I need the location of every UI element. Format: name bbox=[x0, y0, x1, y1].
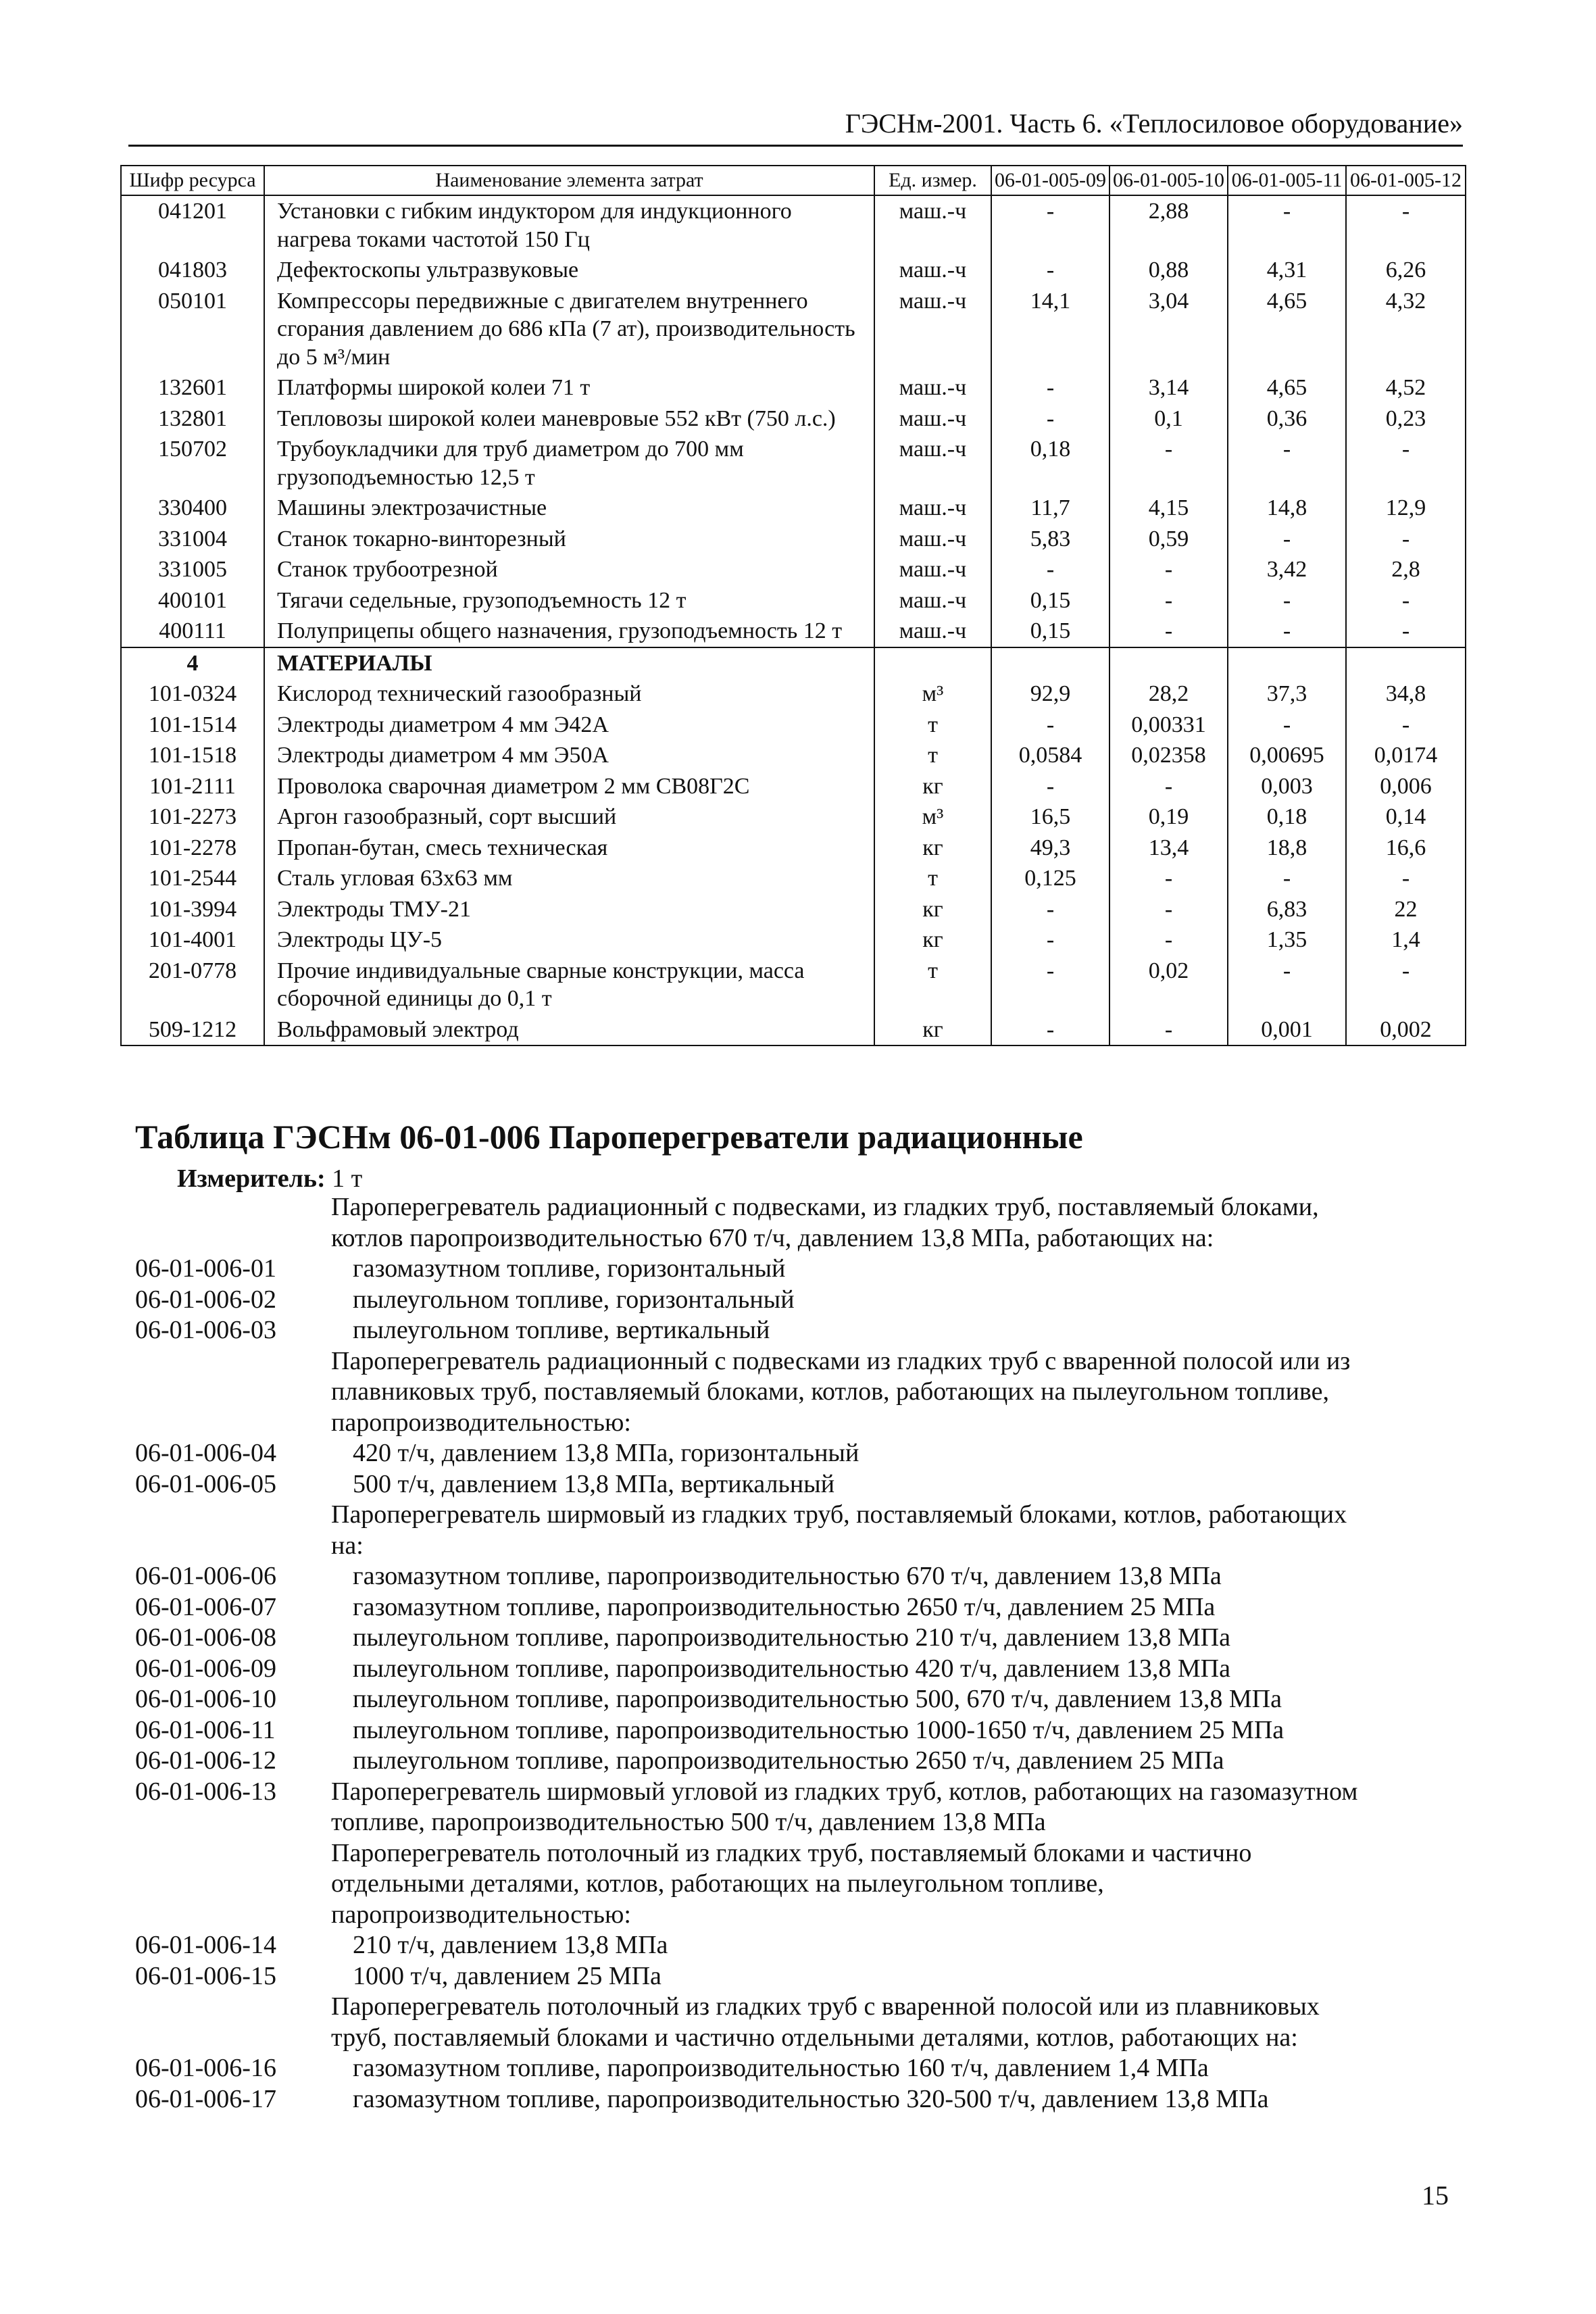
cell-value-2: 0,88 bbox=[1109, 255, 1228, 286]
cell-unit: кг bbox=[874, 771, 991, 802]
list-item-text: газомазутном топливе, паропроизводительностью 320-500 т/ч, давлением 13,8 МПа bbox=[353, 2084, 1269, 2113]
list-item bbox=[135, 1192, 1460, 1223]
cell-value-2: - bbox=[1109, 925, 1228, 956]
list-item bbox=[135, 1807, 1460, 1838]
cell-unit: кг bbox=[874, 925, 991, 956]
table-header-row bbox=[121, 166, 1466, 195]
cell-value-1: 49,3 bbox=[991, 833, 1109, 864]
list-item-code: 06-01-006-12 bbox=[135, 1746, 276, 1775]
cell-unit: маш.-ч bbox=[874, 554, 991, 585]
cell-value-1: - bbox=[991, 1014, 1109, 1046]
cell-code: 101-2111 bbox=[121, 771, 264, 802]
list-item-text: пылеугольном топливе, паропроизводительностью 1000-1650 т/ч, давлением 25 МПа bbox=[353, 1715, 1285, 1744]
table-row bbox=[121, 925, 1466, 956]
cell-value-4: - bbox=[1346, 524, 1466, 555]
list-item bbox=[135, 1408, 1460, 1439]
list-item-text: топливе, паропроизводительностью 500 т/ч, давлением 13,8 МПа bbox=[331, 1808, 1046, 1836]
cell-value-3: 6,83 bbox=[1228, 894, 1346, 925]
cell-value-1: - bbox=[991, 925, 1109, 956]
list-item-code: 06-01-006-03 bbox=[135, 1316, 276, 1344]
table-row bbox=[121, 956, 1466, 1014]
cell-name: Тягачи седельные, грузоподъемность 12 т bbox=[264, 585, 874, 616]
list-item-code: 06-01-006-14 bbox=[135, 1931, 276, 1959]
cell-code: 101-3994 bbox=[121, 894, 264, 925]
cell-value-2: 2,88 bbox=[1109, 195, 1228, 255]
meter-label: Измеритель: bbox=[177, 1164, 326, 1193]
col-header-c2: 06-01-005-10 bbox=[1109, 166, 1228, 195]
cell-unit: маш.-ч bbox=[874, 372, 991, 403]
cell-value-1: - bbox=[991, 710, 1109, 741]
cell-value-1: - bbox=[991, 554, 1109, 585]
list-item-code: 06-01-006-10 bbox=[135, 1685, 276, 1713]
cell-value-2: 3,04 bbox=[1109, 286, 1228, 373]
cell-value-2: 0,00331 bbox=[1109, 710, 1228, 741]
list-item-text: пылеугольном топливе, горизонтальный bbox=[353, 1285, 795, 1314]
list-item-code bbox=[135, 1900, 331, 1931]
cell-value-2: - bbox=[1109, 554, 1228, 585]
list-item-text: газомазутном топливе, паропроизводительностью 160 т/ч, давлением 1,4 МПа bbox=[353, 2054, 1209, 2082]
cell-value-2: - bbox=[1109, 863, 1228, 894]
list-item bbox=[135, 1715, 1460, 1746]
meter-line bbox=[177, 1162, 362, 1195]
list-item-code: 06-01-006-16 bbox=[135, 2054, 276, 2082]
cell-value-2: 28,2 bbox=[1109, 679, 1228, 710]
list-item bbox=[135, 2023, 1460, 2054]
cell-value-2: - bbox=[1109, 434, 1228, 493]
list-item-code: 06-01-006-13 bbox=[135, 1777, 276, 1806]
list-item-code: 06-01-006-02 bbox=[135, 1285, 276, 1314]
cell-value-3 bbox=[1228, 647, 1346, 679]
cell-name: Полуприцепы общего назначения, грузоподъемность 12 т bbox=[264, 616, 874, 647]
cell-name: Станок трубоотрезной bbox=[264, 554, 874, 585]
cell-name: Сталь угловая 63х63 мм bbox=[264, 863, 874, 894]
cell-code: 041803 bbox=[121, 255, 264, 286]
cell-code: 050101 bbox=[121, 286, 264, 373]
cell-value-2: - bbox=[1109, 894, 1228, 925]
cell-name: Компрессоры передвижные с двигателем внутреннего сгорания давлением до 686 кПа (7 ат), производительность до 5 м³/мин bbox=[264, 286, 874, 373]
list-item bbox=[135, 1223, 1460, 1254]
cell-unit: кг bbox=[874, 833, 991, 864]
list-item-text: Пароперегреватель радиационный с подвесками из гладких труб с вваренной полосой или из bbox=[331, 1346, 1351, 1375]
cell-value-3: - bbox=[1228, 710, 1346, 741]
cell-unit: маш.-ч bbox=[874, 195, 991, 255]
cell-name: Электроды диаметром 4 мм Э50А bbox=[264, 740, 874, 771]
cell-value-1: 92,9 bbox=[991, 679, 1109, 710]
table-row bbox=[121, 710, 1466, 741]
list-item-code bbox=[135, 1869, 331, 1900]
cell-code: 101-2273 bbox=[121, 802, 264, 833]
cell-code: 041201 bbox=[121, 195, 264, 255]
cell-value-4: 6,26 bbox=[1346, 255, 1466, 286]
list-item-text: труб, поставляемый блоками и частично отдельными деталями, котлов, работающих на: bbox=[331, 2023, 1298, 2052]
cell-code: 330400 bbox=[121, 493, 264, 524]
cell-value-4: 4,32 bbox=[1346, 286, 1466, 373]
table-section-row bbox=[121, 647, 1466, 679]
list-item-text: котлов паропроизводительностью 670 т/ч, давлением 13,8 МПа, работающих на: bbox=[331, 1223, 1214, 1252]
list-item-code bbox=[135, 1408, 331, 1439]
cell-name: Платформы широкой колеи 71 т bbox=[264, 372, 874, 403]
cell-unit: т bbox=[874, 863, 991, 894]
cell-value-3: 18,8 bbox=[1228, 833, 1346, 864]
cell-value-1: 0,18 bbox=[991, 434, 1109, 493]
cell-unit: маш.-ч bbox=[874, 524, 991, 555]
cell-value-1: - bbox=[991, 956, 1109, 1014]
col-header-unit: Ед. измер. bbox=[874, 166, 991, 195]
table-row bbox=[121, 554, 1466, 585]
cell-value-4: 34,8 bbox=[1346, 679, 1466, 710]
cell-value-1: - bbox=[991, 195, 1109, 255]
cell-name: Прочие индивидуальные сварные конструкции, масса сборочной единицы до 0,1 т bbox=[264, 956, 874, 1014]
table-row bbox=[121, 894, 1466, 925]
col-header-c4: 06-01-005-12 bbox=[1346, 166, 1466, 195]
list-item-text: 210 т/ч, давлением 13,8 МПа bbox=[353, 1931, 668, 1959]
cell-code: 101-1514 bbox=[121, 710, 264, 741]
cell-value-4: - bbox=[1346, 195, 1466, 255]
cell-value-3: 0,003 bbox=[1228, 771, 1346, 802]
table-row bbox=[121, 255, 1466, 286]
list-item-code bbox=[135, 2023, 331, 2054]
cell-value-1: 0,0584 bbox=[991, 740, 1109, 771]
list-item bbox=[135, 1346, 1460, 1377]
cell-value-2: - bbox=[1109, 771, 1228, 802]
cell-code: 201-0778 bbox=[121, 956, 264, 1014]
list-item bbox=[135, 1254, 1460, 1285]
list-item-text: паропроизводительностью: bbox=[331, 1900, 631, 1929]
cell-unit: кг bbox=[874, 1014, 991, 1046]
cell-value-3: 14,8 bbox=[1228, 493, 1346, 524]
cell-value-3: 1,35 bbox=[1228, 925, 1346, 956]
cell-code: 101-1518 bbox=[121, 740, 264, 771]
cell-name: Кислород технический газообразный bbox=[264, 679, 874, 710]
list-item bbox=[135, 2053, 1460, 2084]
col-header-name: Наименование элемента затрат bbox=[264, 166, 874, 195]
cell-code: 331004 bbox=[121, 524, 264, 555]
cell-unit: маш.-ч bbox=[874, 255, 991, 286]
list-item-text: Пароперегреватель потолочный из гладких труб с вваренной полосой или из плавниковых bbox=[331, 1992, 1320, 2021]
list-item-code: 06-01-006-07 bbox=[135, 1592, 276, 1621]
table-row bbox=[121, 493, 1466, 524]
cell-unit: м³ bbox=[874, 802, 991, 833]
cell-value-3: - bbox=[1228, 585, 1346, 616]
cell-code: 101-4001 bbox=[121, 925, 264, 956]
list-item bbox=[135, 1869, 1460, 1900]
cell-value-2 bbox=[1109, 647, 1228, 679]
table-row bbox=[121, 195, 1466, 255]
list-item-code: 06-01-006-11 bbox=[135, 1715, 276, 1744]
list-item-text: 420 т/ч, давлением 13,8 МПа, горизонтальный bbox=[353, 1439, 859, 1467]
list-item-text: плавниковых труб, поставляемый блоками, котлов, работающих на пылеугольном топливе, bbox=[331, 1377, 1330, 1406]
cell-value-3: 37,3 bbox=[1228, 679, 1346, 710]
list-item-code: 06-01-006-17 bbox=[135, 2084, 276, 2113]
cell-name: Вольфрамовый электрод bbox=[264, 1014, 874, 1046]
cell-value-2: 0,59 bbox=[1109, 524, 1228, 555]
list-item-text: Пароперегреватель радиационный с подвесками, из гладких труб, поставляемый блоками, bbox=[331, 1193, 1319, 1221]
cell-value-3: - bbox=[1228, 524, 1346, 555]
list-item-text: на: bbox=[331, 1531, 364, 1560]
list-item-code bbox=[135, 1992, 331, 2023]
list-item bbox=[135, 1900, 1460, 1931]
list-item-text: газомазутном топливе, паропроизводительностью 670 т/ч, давлением 13,8 МПа bbox=[353, 1562, 1222, 1590]
cell-value-2: - bbox=[1109, 1014, 1228, 1046]
cell-name: Трубоукладчики для труб диаметром до 700 мм грузоподъемностью 12,5 т bbox=[264, 434, 874, 493]
cell-name: Установки с гибким индуктором для индукционного нагрева токами частотой 150 Гц bbox=[264, 195, 874, 255]
cell-value-1: 0,125 bbox=[991, 863, 1109, 894]
cell-unit: м³ bbox=[874, 679, 991, 710]
table-row bbox=[121, 585, 1466, 616]
table-row bbox=[121, 863, 1466, 894]
cell-value-2: - bbox=[1109, 616, 1228, 647]
cell-value-3: 4,65 bbox=[1228, 372, 1346, 403]
cell-name: МАТЕРИАЛЫ bbox=[264, 647, 874, 679]
cell-value-1: - bbox=[991, 255, 1109, 286]
cell-value-3: 0,18 bbox=[1228, 802, 1346, 833]
list-item-text: Пароперегреватель потолочный из гладких труб, поставляемый блоками и частично bbox=[331, 1838, 1252, 1867]
cell-value-1: - bbox=[991, 771, 1109, 802]
list-item-text: газомазутном топливе, горизонтальный bbox=[353, 1254, 786, 1283]
list-item bbox=[135, 1469, 1460, 1500]
cell-name: Электроды диаметром 4 мм Э42А bbox=[264, 710, 874, 741]
list-item bbox=[135, 1592, 1460, 1623]
cell-name: Электроды ТМУ-21 bbox=[264, 894, 874, 925]
cell-unit: т bbox=[874, 710, 991, 741]
table-row bbox=[121, 802, 1466, 833]
list-item-text: газомазутном топливе, паропроизводительностью 2650 т/ч, давлением 25 МПа bbox=[353, 1592, 1216, 1621]
cell-unit: маш.-ч bbox=[874, 616, 991, 647]
cell-value-1: 0,15 bbox=[991, 585, 1109, 616]
list-item-code: 06-01-006-01 bbox=[135, 1254, 276, 1283]
cell-value-4: 4,52 bbox=[1346, 372, 1466, 403]
cell-value-2: 3,14 bbox=[1109, 372, 1228, 403]
list-item-text: пылеугольном топливе, вертикальный bbox=[353, 1316, 770, 1344]
list-item-code: 06-01-006-09 bbox=[135, 1654, 276, 1683]
cell-value-4: 0,0174 bbox=[1346, 740, 1466, 771]
cell-unit: т bbox=[874, 956, 991, 1014]
cell-value-4: - bbox=[1346, 616, 1466, 647]
list-item bbox=[135, 1377, 1460, 1408]
cell-unit bbox=[874, 647, 991, 679]
cell-value-1 bbox=[991, 647, 1109, 679]
cell-value-3: 3,42 bbox=[1228, 554, 1346, 585]
cell-value-2: 0,19 bbox=[1109, 802, 1228, 833]
cell-code: 132801 bbox=[121, 403, 264, 435]
cell-value-4: 12,9 bbox=[1346, 493, 1466, 524]
cell-unit: маш.-ч bbox=[874, 585, 991, 616]
cell-value-4: - bbox=[1346, 710, 1466, 741]
table-row bbox=[121, 771, 1466, 802]
cell-unit: маш.-ч bbox=[874, 434, 991, 493]
cell-unit: маш.-ч bbox=[874, 286, 991, 373]
table-body bbox=[121, 195, 1466, 1045]
table-row bbox=[121, 372, 1466, 403]
cell-name: Аргон газообразный, сорт высший bbox=[264, 802, 874, 833]
list-item-text: пылеугольном топливе, паропроизводительностью 210 т/ч, давлением 13,8 МПа bbox=[353, 1623, 1230, 1652]
cell-value-2: 4,15 bbox=[1109, 493, 1228, 524]
list-item bbox=[135, 1777, 1460, 1808]
list-item-code bbox=[135, 1223, 331, 1254]
cell-value-1: - bbox=[991, 894, 1109, 925]
cell-code: 101-2544 bbox=[121, 863, 264, 894]
table-row bbox=[121, 1014, 1466, 1046]
cell-value-4 bbox=[1346, 647, 1466, 679]
col-header-code: Шифр ресурса bbox=[121, 166, 264, 195]
cell-value-2: 0,02 bbox=[1109, 956, 1228, 1014]
code-list bbox=[135, 1192, 1460, 2115]
list-item-text: отдельными деталями, котлов, работающих на пылеугольном топливе, bbox=[331, 1869, 1104, 1898]
table-row bbox=[121, 679, 1466, 710]
cell-value-4: 1,4 bbox=[1346, 925, 1466, 956]
cell-unit: кг bbox=[874, 894, 991, 925]
list-item-text: пылеугольном топливе, паропроизводительностью 2650 т/ч, давлением 25 МПа bbox=[353, 1746, 1224, 1775]
list-item bbox=[135, 1654, 1460, 1685]
list-item-code: 06-01-006-06 bbox=[135, 1562, 276, 1590]
table-row bbox=[121, 524, 1466, 555]
list-item-code: 06-01-006-05 bbox=[135, 1469, 276, 1498]
cell-value-1: 14,1 bbox=[991, 286, 1109, 373]
list-item-text: паропроизводительностью: bbox=[331, 1408, 631, 1437]
list-item bbox=[135, 2084, 1460, 2115]
cell-name: Проволока сварочная диаметром 2 мм СВ08Г2С bbox=[264, 771, 874, 802]
cell-value-3: - bbox=[1228, 863, 1346, 894]
table-row bbox=[121, 833, 1466, 864]
cell-value-4: - bbox=[1346, 863, 1466, 894]
list-item bbox=[135, 1992, 1460, 2023]
cell-name: Машины электрозачистные bbox=[264, 493, 874, 524]
table-title: Таблица ГЭСНм 06-01-006 Пароперегреватели радиационные bbox=[135, 1118, 1083, 1156]
cell-value-3: - bbox=[1228, 956, 1346, 1014]
cell-value-4: - bbox=[1346, 585, 1466, 616]
cell-value-2: 13,4 bbox=[1109, 833, 1228, 864]
cell-value-4: - bbox=[1346, 434, 1466, 493]
cell-value-1: - bbox=[991, 403, 1109, 435]
cell-name: Станок токарно-винторезный bbox=[264, 524, 874, 555]
list-item bbox=[135, 1531, 1460, 1562]
list-item-code bbox=[135, 1500, 331, 1531]
table-row bbox=[121, 286, 1466, 373]
table-row bbox=[121, 434, 1466, 493]
cell-value-1: - bbox=[991, 372, 1109, 403]
cell-value-3: - bbox=[1228, 195, 1346, 255]
list-item-code bbox=[135, 1377, 331, 1408]
table-row bbox=[121, 740, 1466, 771]
list-item-text: пылеугольном топливе, паропроизводительностью 420 т/ч, давлением 13,8 МПа bbox=[353, 1654, 1230, 1683]
list-item-code: 06-01-006-08 bbox=[135, 1623, 276, 1652]
list-item bbox=[135, 1930, 1460, 1961]
cell-value-3: 0,00695 bbox=[1228, 740, 1346, 771]
list-item bbox=[135, 1285, 1460, 1316]
cell-code: 132601 bbox=[121, 372, 264, 403]
meter-value: 1 т bbox=[332, 1164, 363, 1193]
cell-code: 150702 bbox=[121, 434, 264, 493]
list-item bbox=[135, 1684, 1460, 1715]
list-item-code bbox=[135, 1531, 331, 1562]
cell-unit: т bbox=[874, 740, 991, 771]
cell-name: Электроды ЦУ-5 bbox=[264, 925, 874, 956]
cell-value-4: 2,8 bbox=[1346, 554, 1466, 585]
cell-value-3: 4,31 bbox=[1228, 255, 1346, 286]
cell-name: Пропан-бутан, смесь техническая bbox=[264, 833, 874, 864]
list-item-code bbox=[135, 1192, 331, 1223]
cell-code: 101-2278 bbox=[121, 833, 264, 864]
list-item-code bbox=[135, 1346, 331, 1377]
cell-name: Тепловозы широкой колеи маневровые 552 кВт (750 л.с.) bbox=[264, 403, 874, 435]
cell-value-3: 0,001 bbox=[1228, 1014, 1346, 1046]
cell-value-1: 16,5 bbox=[991, 802, 1109, 833]
cell-name: Дефектоскопы ультразвуковые bbox=[264, 255, 874, 286]
table-row bbox=[121, 616, 1466, 647]
list-item bbox=[135, 1315, 1460, 1346]
col-header-c1: 06-01-005-09 bbox=[991, 166, 1109, 195]
page-number: 15 bbox=[1422, 2180, 1449, 2211]
cell-value-4: 0,14 bbox=[1346, 802, 1466, 833]
cell-value-3: - bbox=[1228, 616, 1346, 647]
list-item bbox=[135, 1500, 1460, 1531]
cell-code: 400101 bbox=[121, 585, 264, 616]
col-header-c3: 06-01-005-11 bbox=[1228, 166, 1346, 195]
cell-value-1: 5,83 bbox=[991, 524, 1109, 555]
cell-value-3: 0,36 bbox=[1228, 403, 1346, 435]
list-item bbox=[135, 1838, 1460, 1869]
cell-value-4: 16,6 bbox=[1346, 833, 1466, 864]
cell-value-4: 0,002 bbox=[1346, 1014, 1466, 1046]
cell-code: 4 bbox=[121, 647, 264, 679]
list-item-text: пылеугольном топливе, паропроизводительностью 500, 670 т/ч, давлением 13,8 МПа bbox=[353, 1685, 1282, 1713]
cell-value-3: - bbox=[1228, 434, 1346, 493]
cell-value-1: 11,7 bbox=[991, 493, 1109, 524]
list-item-text: 500 т/ч, давлением 13,8 МПа, вертикальный bbox=[353, 1469, 835, 1498]
cell-code: 509-1212 bbox=[121, 1014, 264, 1046]
list-item-text: Пароперегреватель ширмовый угловой из гладких труб, котлов, работающих на газомазутном bbox=[331, 1777, 1358, 1806]
list-item-code: 06-01-006-04 bbox=[135, 1439, 276, 1467]
running-header: ГЭСНм-2001. Часть 6. «Теплосиловое оборудование» bbox=[845, 108, 1463, 139]
cell-value-4: - bbox=[1346, 956, 1466, 1014]
cell-value-2: 0,02358 bbox=[1109, 740, 1228, 771]
cell-code: 400111 bbox=[121, 616, 264, 647]
list-item-text: 1000 т/ч, давлением 25 МПа bbox=[353, 1961, 662, 1990]
cell-unit: маш.-ч bbox=[874, 493, 991, 524]
list-item bbox=[135, 1623, 1460, 1654]
cell-value-2: 0,1 bbox=[1109, 403, 1228, 435]
cell-code: 101-0324 bbox=[121, 679, 264, 710]
cell-value-4: 22 bbox=[1346, 894, 1466, 925]
cell-value-4: 0,23 bbox=[1346, 403, 1466, 435]
table-row bbox=[121, 403, 1466, 435]
cell-value-4: 0,006 bbox=[1346, 771, 1466, 802]
list-item-code bbox=[135, 1807, 331, 1838]
list-item bbox=[135, 1961, 1460, 1992]
header-rule bbox=[128, 145, 1463, 147]
cell-unit: маш.-ч bbox=[874, 403, 991, 435]
list-item-code: 06-01-006-15 bbox=[135, 1961, 276, 1990]
list-item bbox=[135, 1438, 1460, 1469]
list-item bbox=[135, 1561, 1460, 1592]
cell-value-3: 4,65 bbox=[1228, 286, 1346, 373]
list-item bbox=[135, 1746, 1460, 1777]
cell-value-1: 0,15 bbox=[991, 616, 1109, 647]
list-item-text: Пароперегреватель ширмовый из гладких труб, поставляемый блоками, котлов, работающих bbox=[331, 1500, 1347, 1529]
cell-code: 331005 bbox=[121, 554, 264, 585]
list-item-code bbox=[135, 1838, 331, 1869]
resources-table bbox=[120, 165, 1466, 1046]
cell-value-2: - bbox=[1109, 585, 1228, 616]
